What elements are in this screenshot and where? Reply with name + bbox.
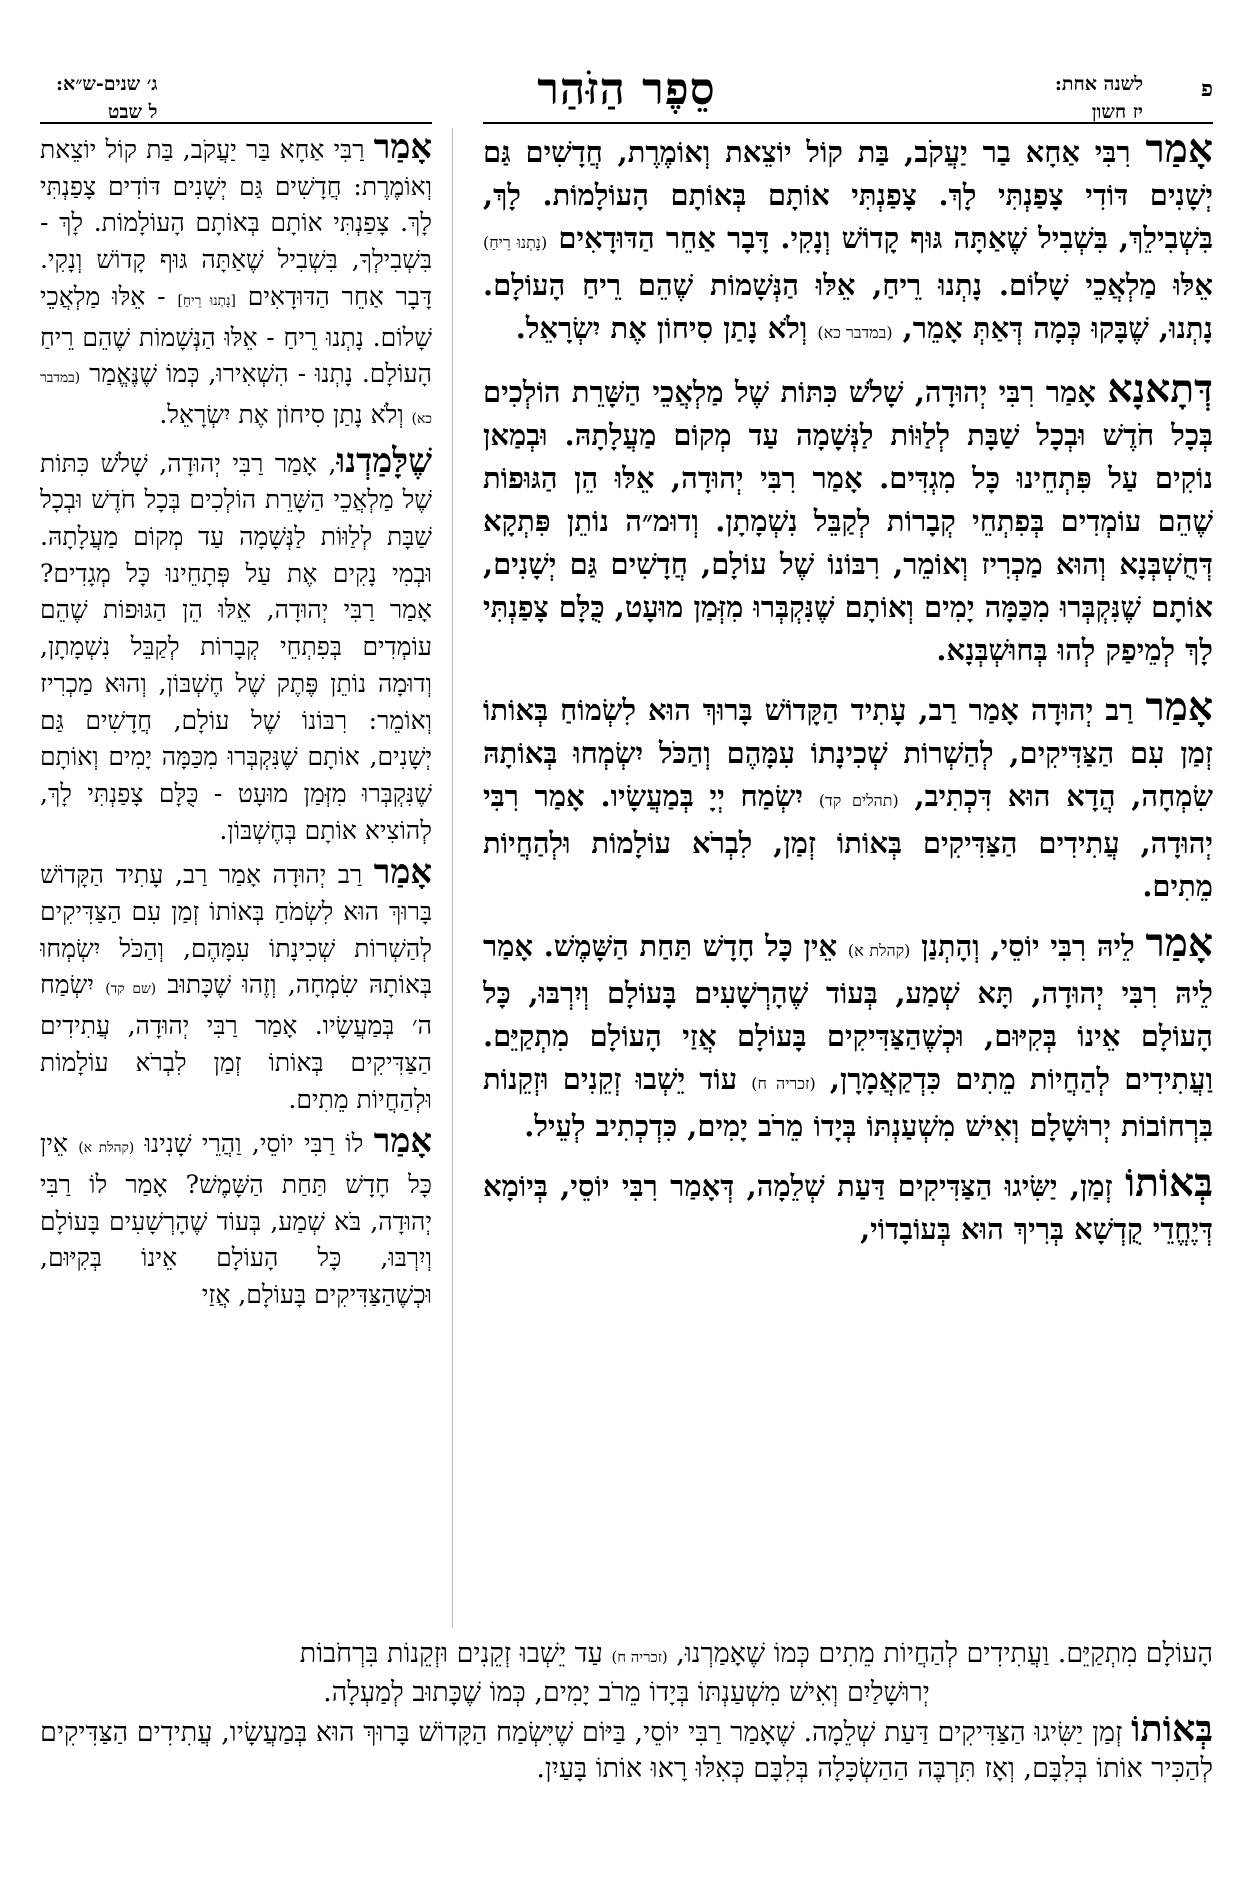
bottom-continuation [40,1636,1213,1787]
main-paragraph: דְּתָאנָא אָמַר רִבִּי יְהוּדָה, שָׁלֹשׁ כִּתּוֹת שֶׁל מַלְאֲכֵי הַשָּׁרֵת הוֹלְכִים בְּכָל חֹדֶשׁ וּבְכָל שַׁבָּת לְלַוּוֹת לַנְּשָׁמָה עַד מְקוֹם מַעֲלָתָהּ. וּבְמַאן נוֹקִים עַל פִּתְחֵינוּ כָּל מִגְדִּים. אָמַר רִבִּי יְהוּדָה, אֵלּוּ הֵן הַגּוּפוֹת שֶׁהֵם עוֹמְדִים בְּפִתְחֵי קְבָרוֹת לְקַבֵּל נִשְׁמָתָן. וְדוּמ״ה נוֹתֵן פִּתְקָא דְּחֻשְׁבְּנָא וְהוּא מַכְרִיז וְאוֹמֵר, רִבּוֹנוֹ שֶׁל עוֹלָם, חֲדָשִׁים גַּם יְשָׁנִים, אוֹתָם שֶׁנִּקְבְּרוּ מִכַּמָּה יָמִים וְאוֹתָם שֶׁנִּקְבְּרוּ מִזְּמַן מוּעָט, כֻּלָּם צָפַנְתִּי לָךְ לְמֵיפַק לְהוּ בְּחוּשְׁבְּנָא. [483,366,1213,667]
verse-reference: (במדבר כא) [40,370,432,427]
verse-reference: [נָתְנוּ רֵיחַ] [177,292,236,309]
bottom-line: יְרוּשָׁלַיִם וְאִישׁ מִשְׁעַנְתּוֹ בְּיָדוֹ מֵרֹב יָמִים, כְּמוֹ שֶׁכָּתוּב לְמַעְלָה. [323,1677,930,1708]
lead-word: אָמַר [1145,920,1213,966]
header-left-top: ג׳ שנים-ש״א: [56,73,158,95]
bottom-line: הָעוֹלָם מִתְקַיֵּם. וַעֲתִידִים לְהַחֲיוֹת מֵתִים כְּמוֹ שֶׁאָמַרְנוּ, (זכריה ח) עַד יֵשְׁבוּ זְקֵנִים וּזְקֵנוֹת בִּרְחֹבוֹת [299,1638,1213,1669]
book-title: סֵפֶר הַזֹּהַר [537,64,716,115]
header-left-info [56,70,158,126]
verse-reference: (נָתְנוּ רֵיחַ) [483,233,548,252]
bottom-paragraph: בְּאוֹתוֹ זְמַן יַשִּׂיגוּ הַצַּדִּיקִים דַּעַת שְׁלֵמָה. שֶׁאָמַר רַבִּי יוֹסֵי, בַּיּוֹם שֶׁיִּשְׂמַח הַקָּדוֹשׁ בָּרוּךְ הוּא בְּמַעֲשָׂיו, עֲתִידִים הַצַּדִּיקִים לְהַכִּיר אוֹתוֹ בְּלִבָּם, וְאָז תִּרְבֶּה הַהַשְׂכָּלָה בְּלִבָּם כְּאִלּוּ רָאוּ אוֹתוֹ בָּעַיִן. [40,1707,1213,1784]
verse-reference: (במדבר כא) [817,323,893,342]
translation-paragraph: אָמַר רַבִּי אַחָא בַּר יַעֲקֹב, בַּת קוֹל יוֹצֵאת וְאוֹמֶרֶת: חֲדָשִׁים גַּם יְשָׁנִים דּוֹדִים צָפַנְתִּי לָךְ. צָפַנְתִּי אוֹתָם בְּאוֹתָם הָעוֹלָמוֹת. לָךְ - בִּשְׁבִילְךָ, בִּשְׁבִיל שֶׁאַתָּה גּוּף קָדוֹשׁ וְנָקִי. דָּבָר אַחֵר הַדּוּדָאִים [נָתְנוּ רֵיחַ] - אֵלּוּ מַלְאֲכֵי שָׁלוֹם. נָתְנוּ רֵיחַ - אֵלּוּ הַנְּשָׁמוֹת שֶׁהֵם רֵיחַ הָעוֹלָם. נָתְנוּ - הִשְׁאִירוּ, כְּמוֹ שֶׁנֶּאֱמַר (במדבר כא) וְלֹא נָתַן סִיחוֹן אֶת יִשְׂרָאֵל. [40,128,432,429]
lead-word: אָמַר [373,851,432,892]
header-right-top: לשנה אחת: [1054,73,1143,95]
main-column [483,128,1213,1628]
lead-word: אָמַר [373,128,432,166]
main-paragraph: אָמַר רִבִּי אַחָא בַר יַעֲקֹב, בַּת קוֹל יוֹצֵאת וְאוֹמֶרֶת, חֲדָשִׁים גַּם יְשָׁנִים דּוֹדִי צָפַנְתִּי לָךְ. צָפַנְתִּי אוֹתָם בְּאוֹתָם הָעוֹלָמוֹת. לָךְ, בִּשְׁבִילֵךְ, בִּשְׁבִיל שֶׁאַתָּה גּוּף קָדוֹשׁ וְנָקִי. דָּבָר אַחֵר הַדּוּדָאִים (נָתְנוּ רֵיחַ) אֵלּוּ מַלְאֲכֵי שָׁלוֹם. נָתְנוּ רֵיחַ, אֵלּוּ הַנְּשָׁמוֹת שֶׁהֵם רֵיחַ הָעוֹלָם. נָתְנוּ, שֶׁבָּקוּ כְּמָה דְּאַתְּ אָמֵר, (במדבר כא) וְלֹא נָתַן סִיחוֹן אֶת יִשְׂרָאֵל. [483,128,1213,345]
verse-reference: (תהלים קד) [818,791,899,810]
page-letter: פ [1201,76,1213,102]
verse-reference: (זכריה ח) [751,1074,816,1093]
lead-word: שֶׁלָּמַדְנוּ [336,439,432,480]
verse-reference: (קהלת א) [78,1140,135,1157]
lead-word: אָמַר [373,1120,432,1161]
main-paragraph: אָמַר רַב יְהוּדָה אָמַר רַב, עָתִיד הַקָּדוֹשׁ בָּרוּךְ הוּא לִשְׂמוֹחַ בְּאוֹתוֹ זְמַן עִם הַצַּדִּיקִים, לְהַשְׁרוֹת שְׁכִינָתוֹ עִמָּהֶם וְהַכֹּל יִשְׂמְחוּ בְּאוֹתָהּ שִׂמְחָה, הֲדָא הוּא דִּכְתִיב, (תהלים קד) יִשְׂמַח יְיָ בְּמַעֲשָׂיו. אָמַר רִבִּי יְהוּדָה, עֲתִידִים הַצַּדִּיקִים בְּאוֹתוֹ זְמַן, לִבְרֹא עוֹלָמוֹת וּלְהַחֲיוֹת מֵתִים. [483,684,1213,903]
translation-column [40,128,432,1628]
lead-word: בְּאוֹתוֹ [1131,1707,1213,1750]
header-rule-right [483,122,1213,124]
translation-paragraph: שֶׁלָּמַדְנוּ, אָמַר רַבִּי יְהוּדָה, שָׁלֹשׁ כִּתּוֹת שֶׁל מַלְאֲכֵי הַשָּׁרֵת הוֹלְכִים בְּכָל חֹדֶשׁ וּבְכָל שַׁבָּת לְלַוּוֹת לַנְּשָׁמָה עַד מְקוֹם מַעֲלָתָהּ. וּבְמִי נָקִים אֶת עַל פְּתָחֵינוּ כָּל מְגָדִים? אָמַר רַבִּי יְהוּדָה, אֵלּוּ הֵן הַגּוּפוֹת שֶׁהֵם עוֹמְדִים בְּפִתְחֵי קְבָרוֹת לְקַבֵּל נִשְׁמָתָן, וְדוּמָה נוֹתֵן פֶּתֶק שֶׁל חֶשְׁבּוֹן, וְהוּא מַכְרִיז וְאוֹמֵר: רִבּוֹנוֹ שֶׁל עוֹלָם, חֲדָשִׁים גַּם יְשָׁנִים, אוֹתָם שֶׁנִּקְבְּרוּ מִכַּמָּה יָמִים וְאוֹתָם שֶׁנִּקְבְּרוּ מִזְּמַן מוּעָט - כֻּלָּם צָפַנְתִּי לָךְ, לְהוֹצִיא אוֹתָם בְּחֶשְׁבּוֹן. [40,439,432,845]
header-rule-left [40,122,432,124]
lead-word: אָמַר [1145,128,1213,172]
lead-word: דְּתָאנָא [1107,366,1213,412]
lead-word: אָמַר [1145,684,1213,730]
verse-reference: (שם קד) [105,981,157,998]
verse-reference: (זכריה ח) [611,1648,668,1666]
verse-reference: (קהלת א) [847,941,911,960]
main-paragraph: אָמַר לֵיהּ רִבִּי יוֹסֵי, וְהָתְנַן (קהלת א) אֵין כָּל חָדָשׁ תַּחַת הַשָּׁמֶשׁ. אָמַר לֵיהּ רִבִּי יְהוּדָה, תָּא שְׁמַע, בְּעוֹד שֶׁהָרְשָׁעִים בָּעוֹלָם וְיִרְבּוּ, כָּל הָעוֹלָם אֵינוֹ בְּקִיּוּם, וּכְשֶׁהַצַּדִּיקִים בָּעוֹלָם אֲזַי הָעוֹלָם מִתְקַיֵּם. וַעֲתִידִים לְהַחֲיוֹת מֵתִים כִּדְקַאֲמָרָן, (זכריה ח) עוֹד יֵשְׁבוּ זְקֵנִים וּזְקֵנוֹת בִּרְחוֹבוֹת יְרוּשָׁלָם וְאִישׁ מִשְׁעַנְתּוֹ בְּיָדוֹ מֵרֹב יָמִים, כִּדְכְתִיב לְעֵיל. [483,920,1213,1143]
column-divider [452,128,453,1628]
translation-paragraph: אָמַר לוֹ רַבִּי יוֹסֵי, וַהֲרֵי שָׁנִינוּ (קהלת א) אֵין כָּל חָדָשׁ תַּחַת הַשָּׁמֶשׁ? אָמַר לוֹ רַבִּי יְהוּדָה, בֹּא שְׁמַע, בְּעוֹד שֶׁהָרְשָׁעִים בָּעוֹלָם וְיִרְבּוּ, כָּל הָעוֹלָם אֵינוֹ בְּקִיּוּם, וּכְשֶׁהַצַּדִּיקִים בָּעוֹלָם, אֲזַי [40,1120,432,1310]
main-paragraph: בְּאוֹתוֹ זְמַן, יַשִּׂיגוּ הַצַּדִּיקִים דַּעַת שְׁלֵמָה, דְּאָמַר רִבִּי יוֹסֵי, בְּיוֹמָא דְּיֶחֱדֵי קֻדְשָׁא בְּרִיךְ הוּא בְּעוֹבָדוֹי, [483,1160,1213,1246]
header-left-bottom: ל שבט [107,101,158,123]
lead-word: בְּאוֹתוֹ [1125,1160,1213,1206]
translation-paragraph: אָמַר רַב יְהוּדָה אָמַר רַב, עָתִיד הַקָּדוֹשׁ בָּרוּךְ הוּא לִשְׂמֹחַ בְּאוֹתוֹ זְמַן עִם הַצַּדִּיקִים לְהַשְׁרוֹת שְׁכִינָתוֹ עִמָּהֶם, וְהַכֹּל יִשְׂמְחוּ בְּאוֹתָהּ שִׂמְחָה, וְזֶהוּ שֶׁכָּתוּב (שם קד) יִשְׂמַח ה׳ בְּמַעֲשָׂיו. אָמַר רַבִּי יְהוּדָה, עֲתִידִים הַצַּדִּיקִים בְּאוֹתוֹ זְמַן לִבְרֹא עוֹלָמוֹת וּלְהַחֲיוֹת מֵתִים. [40,851,432,1114]
header-right-bottom: יז חשון [1091,101,1143,123]
